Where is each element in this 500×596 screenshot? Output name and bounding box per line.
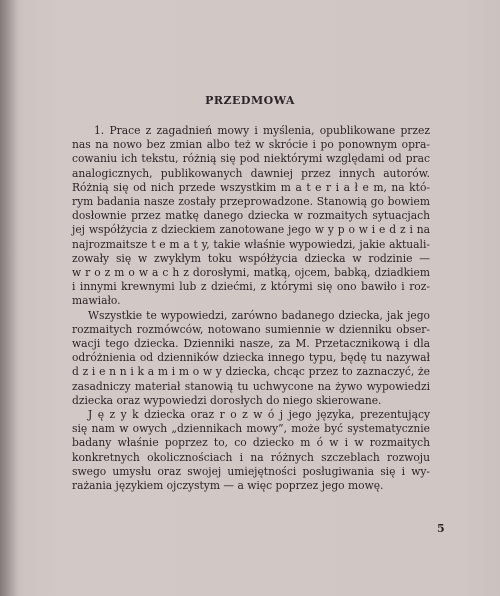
text-line: rażania językiem ojczystym — a więc poprzez jego mowę.	[72, 479, 384, 493]
text-line: rym badania nasze zostały przeprowadzone. Stanowią go bowiem	[72, 195, 430, 209]
text-line: Wszystkie te wypowiedzi, zarówno badanego dziecka, jak jego	[88, 308, 430, 322]
text-line: rozmaitych rozmówców, notowano sumiennie w dzienniku obser-	[72, 322, 430, 336]
text-line: zasadniczy materiał stanowią tu uchwycone na żywo wypowiedzi	[72, 379, 430, 393]
text-line: zowały się w zwykłym toku współżycia dziecka w rodzinie —	[72, 251, 430, 265]
text-line: badany właśnie poprzez to, co dziecko m ó w i w rozmaitych	[72, 436, 430, 450]
text-line: d z i e n n i k a m i m o w y dziecka, chcąc przez to zaznaczyć, że	[72, 365, 430, 379]
text-line: i innymi krewnymi lub z dziećmi, z którymi się ono bawiło i roz-	[72, 280, 430, 294]
text-line: Różnią się od nich przede wszystkim m a t e r i a ł e m, na któ-	[72, 180, 430, 194]
text-line: wacji tego dziecka. Dzienniki nasze, za M. Przetacznikową i dla	[72, 337, 430, 351]
spine-shadow	[0, 0, 18, 596]
body-text	[72, 124, 430, 493]
text-line: jej współżycia z dzieckiem zanotowane jego w y p o w i e d z i na	[72, 223, 430, 237]
text-line: cowaniu ich tekstu, różnią się pod niektórymi względami od prac	[72, 152, 430, 166]
text-line: analogicznych, publikowanych dawniej przez innych autorów.	[72, 166, 430, 180]
text-line: swego umysłu oraz swojej umiejętności posługiwania się i wy-	[72, 464, 430, 478]
text-line: się nam w owych „dziennikach mowy”, może być systematycznie	[72, 422, 430, 436]
text-line: mawiało.	[72, 294, 121, 308]
text-line: nas na nowo bez zmian albo też w skrócie i po ponownym opra-	[72, 138, 430, 152]
text-line: J ę z y k dziecka oraz r o z w ó j jego języka, prezentujący	[88, 408, 430, 422]
text-line: w r o z m o w a c h z dorosłymi, matką, ojcem, babką, dziadkiem	[72, 266, 430, 280]
text-line: konkretnych okolicznościach i na różnych szczeblach rozwoju	[72, 450, 430, 464]
page-title: PRZEDMOWA	[205, 94, 295, 107]
text-line: dosłownie przez matkę danego dziecka w rozmaitych sytuacjach	[72, 209, 430, 223]
text-line: odróżnienia od dzienników dziecka innego typu, będę tu nazywał	[72, 351, 430, 365]
text-line: dziecka oraz wypowiedzi dorosłych do niego skierowane.	[72, 393, 382, 407]
text-line: 1. Prace z zagadnień mowy i myślenia, opublikowane przez	[94, 124, 430, 137]
page-number: 5	[437, 522, 445, 535]
text-line: najrozmaitsze t e m a t y, takie właśnie wypowiedzi, jakie aktuali-	[72, 237, 430, 251]
